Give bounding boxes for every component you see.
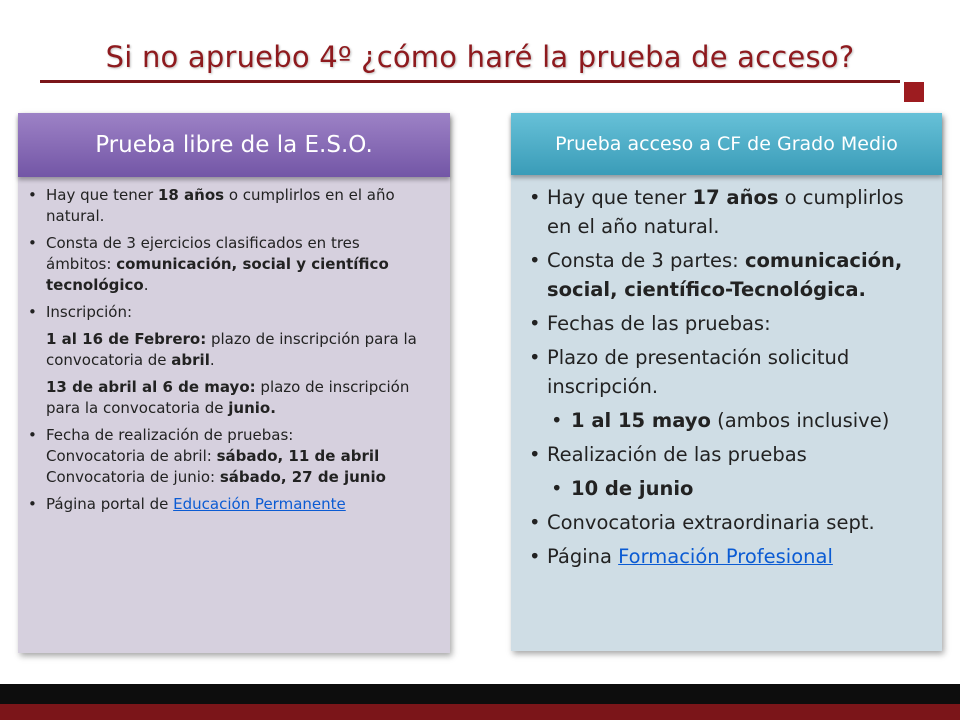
bullet-list bbox=[18, 177, 450, 515]
list-item: • Consta de 3 ejercicios clasificados en tres ámbitos: comunicación, social y científico tecnológico. bbox=[46, 233, 426, 296]
list-item: • Hay que tener 18 años o cumplirlos en el año natural. bbox=[46, 185, 426, 227]
list-item: • Fechas de las pruebas: bbox=[547, 309, 928, 338]
list-item: • Inscripción: bbox=[46, 302, 426, 323]
card-body bbox=[511, 175, 942, 651]
card-prueba-acceso-cf bbox=[511, 113, 942, 651]
list-item: • Consta de 3 partes: comunicación, social, científico-Tecnológica. bbox=[547, 246, 928, 304]
footer-bar-red bbox=[0, 704, 960, 720]
list-item: • Convocatoria extraordinaria sept. bbox=[547, 508, 928, 537]
educacion-permanente-link[interactable]: Educación Permanente bbox=[173, 495, 346, 513]
list-item: • Realización de las pruebas bbox=[547, 440, 928, 469]
list-item: • 1 al 15 mayo (ambos inclusive) bbox=[547, 406, 928, 435]
list-item: • Página Formación Profesional bbox=[547, 542, 928, 571]
list-item: • Página portal de Educación Permanente bbox=[46, 494, 426, 515]
title-underline bbox=[40, 80, 900, 83]
list-item: • Hay que tener 17 años o cumplirlos en el año natural. bbox=[547, 183, 928, 241]
card-prueba-libre-eso bbox=[18, 113, 450, 653]
bullet-list bbox=[511, 175, 942, 571]
slide-title: Si no apruebo 4º ¿cómo haré la prueba de acceso? bbox=[105, 40, 855, 74]
card-heading: Prueba acceso a CF de Grado Medio bbox=[511, 113, 942, 175]
list-item: • Fecha de realización de pruebas: Convocatoria de abril: sábado, 11 de abril Convocatoria de junio: sábado, 27 de junio bbox=[46, 425, 426, 488]
list-item: 1 al 16 de Febrero: plazo de inscripción para la convocatoria de abril. bbox=[46, 330, 417, 369]
footer-bar-black bbox=[0, 684, 960, 704]
accent-square bbox=[904, 82, 924, 102]
formacion-profesional-link[interactable]: Formación Profesional bbox=[618, 545, 833, 568]
card-heading: Prueba libre de la E.S.O. bbox=[18, 113, 450, 177]
list-item: 13 de abril al 6 de mayo: plazo de inscripción para la convocatoria de junio. bbox=[46, 378, 410, 417]
list-item: • Plazo de presentación solicitud inscripción. bbox=[547, 343, 928, 401]
card-body bbox=[18, 177, 450, 653]
list-item: • 10 de junio bbox=[547, 474, 928, 503]
